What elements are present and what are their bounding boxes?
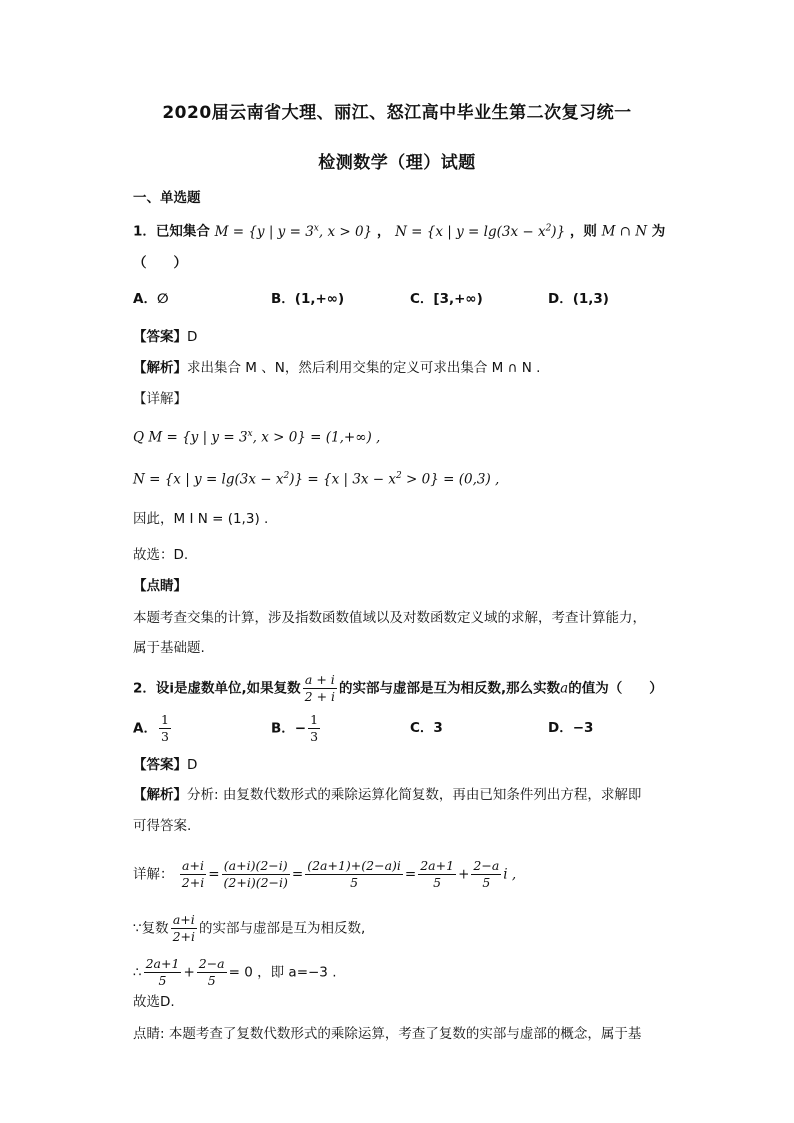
- q2-detail-equation: 详解： $\frac{a+i}{2+i}$ = $\frac{(a+i)(2-i)}{(2+i)(2-i)}$ = $\frac{(2a+1)+(2-a)i}{5}$ = $\frac{2a+1}{5}$ + $\frac{2-a}{5}$ i ,: [133, 858, 517, 890]
- q2-choose: 故选D.: [133, 994, 175, 1010]
- set-m: M = {y | $y = 3^x$, x > 0}: [214, 223, 373, 240]
- q1-option-d: D．(1,3): [548, 291, 609, 307]
- q2-because-line: ∵复数 $\frac{a+i}{2+i}$ 的实部与虚部是互为相反数,: [133, 912, 366, 944]
- q2-option-d: D．−3: [548, 720, 594, 736]
- q1-option-b: B．(1,+∞): [271, 291, 345, 307]
- q2-option-b: B．− $\frac{1}{3}$: [271, 712, 319, 744]
- q2-fraction: $\frac{a + i}{2 + i}$: [304, 672, 336, 704]
- q2-answer: 【答案】D: [133, 757, 198, 773]
- title-line-2: 检测数学（理）试题: [318, 153, 476, 173]
- q1-detail-heading: 【详解】: [133, 391, 187, 407]
- q2-option-a: A． $\frac{1}{3}$: [133, 712, 169, 744]
- q1-detail-line-4: 故选：D.: [133, 547, 189, 563]
- title-line-1: 2020届云南省大理、丽江、怒江高中毕业生第二次复习统一: [162, 103, 632, 123]
- q1-detail-line-1: Q M = {y | $y = 3^x$, x > 0} = (1,+∞) ,: [133, 429, 381, 446]
- question-1-paren: （ ）: [133, 255, 187, 271]
- question-1-stem: 1．已知集合 M = {y | $y = 3^x$, x > 0} ， N = {x | $y = \lg(3x - x^2)$} ，则 M ∩ N 为: [133, 223, 666, 240]
- q2-option-c: C．3: [410, 720, 443, 736]
- q2-analysis-line-2: 可得答案.: [133, 818, 192, 834]
- set-n: N = {x | $y = \lg(3x - x^2)$}: [395, 223, 566, 240]
- q1-comment-line-1: 本题考查交集的计算，涉及指数函数值域以及对数函数定义域的求解，考查计算能力，: [133, 610, 646, 626]
- q2-analysis-line-1: 【解析】分析: 由复数代数形式的乘除运算化简复数，再由已知条件列出方程，求解即: [133, 787, 642, 803]
- q1-comment-heading: 【点睛】: [133, 578, 187, 594]
- q1-option-a: A．∅: [133, 291, 169, 307]
- q2-comment: 点睛: 本题考查了复数代数形式的乘除运算，考查了复数的实部与虚部的概念，属于基: [133, 1026, 642, 1042]
- q1-detail-line-3: 因此，M I N = (1,3) .: [133, 511, 269, 527]
- q1-detail-line-2: N = {x | $y = \lg(3x - x^2)\} = \{x$ | $3x - x^2 > 0\} = (0,3)$ ,: [133, 471, 500, 488]
- q1-option-c: C．[3,+∞): [410, 291, 483, 307]
- q2-therefore-line: ∴ $\frac{2a+1}{5}$ + $\frac{2-a}{5}$ = 0 ，即 a=−3 .: [133, 956, 337, 988]
- q1-answer: 【答案】D: [133, 329, 198, 345]
- q1-comment-line-2: 属于基础题.: [133, 640, 205, 656]
- section-heading: 一、单选题: [133, 190, 201, 206]
- q1-analysis: 【解析】求出集合 M 、N，然后利用交集的定义可求出集合 M ∩ N .: [133, 360, 541, 376]
- question-2-stem: 2．设i是虚数单位,如果复数 $\frac{a + i}{2 + i}$ 的实部与虚部是互为相反数,那么实数a的值为（ ）: [133, 672, 663, 704]
